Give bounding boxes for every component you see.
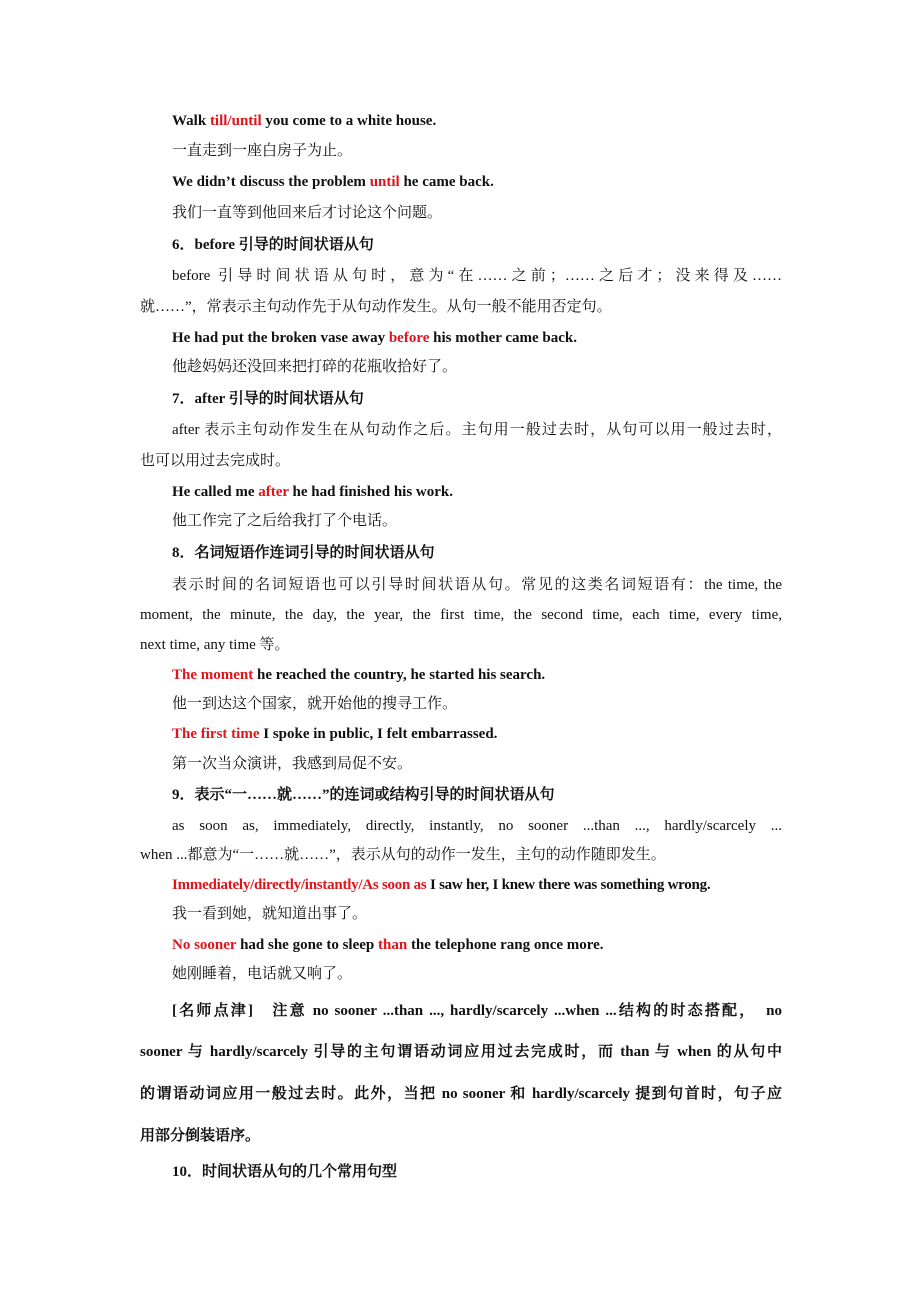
translation: 我一看到她，就知道出事了。 xyxy=(172,906,368,922)
highlight-keyword: than xyxy=(378,937,408,953)
example-sentence: Immediately/directly/instantly/As soon as I saw her, I knew there was something wrong. xyxy=(172,877,711,893)
translation: 我们一直等到他回来后才讨论这个问题。 xyxy=(172,205,443,221)
paragraph-line: moment, the minute, the day, the year, the first time, the second time, each time, every time, xyxy=(140,607,782,623)
highlight-keyword: till/until xyxy=(209,113,262,129)
translation: 一直走到一座白房子为止。 xyxy=(172,143,353,159)
section-heading-6: 6．before 引导的时间状语从句 xyxy=(172,237,374,253)
example-sentence: The moment he reached the country, he started his search. xyxy=(172,667,546,683)
paragraph-line: 也可以用过去完成时。 xyxy=(140,453,291,469)
highlight-keyword: No sooner xyxy=(172,937,237,953)
section-heading-7: 7．after 引导的时间状语从句 xyxy=(172,391,364,407)
example-sentence: He called me after he had finished his work. xyxy=(172,484,453,500)
example-sentence: Walk till/until you come to a white house. xyxy=(172,113,437,129)
paragraph-line: next time, any time 等。 xyxy=(140,637,290,653)
teacher-note: 用部分倒装语序。 xyxy=(140,1128,261,1144)
paragraph-line: after 表示主句动作发生在从句动作之后。主句用一般过去时，从句可以用一般过去时， xyxy=(172,422,782,438)
example-sentence: The first time I spoke in public, I felt embarrassed. xyxy=(172,726,498,742)
highlight-keyword: after xyxy=(258,484,289,500)
paragraph-line: before 引导时间状语从句时，意为“在……之前；……之后才；没来得及…… xyxy=(172,268,782,284)
paragraph-line: as soon as, immediately, directly, instantly, no sooner ...than ..., hardly/scarcely ... xyxy=(172,818,782,834)
paragraph-line: 表示时间的名词短语也可以引导时间状语从句。常见的这类名词短语有：the time, the xyxy=(172,577,782,593)
highlight-keyword: until xyxy=(369,174,400,190)
translation: 他一到达这个国家，就开始他的搜寻工作。 xyxy=(172,696,458,712)
translation: 他趁妈妈还没回来把打碎的花瓶收拾好了。 xyxy=(172,359,458,375)
translation: 他工作完了之后给我打了个电话。 xyxy=(172,513,398,529)
section-heading-9: 9．表示“一……就……”的连词或结构引导的时间状语从句 xyxy=(172,787,555,803)
example-sentence: No sooner had she gone to sleep than the telephone rang once more. xyxy=(172,937,604,953)
teacher-note: 的谓语动词应用一般过去时。此外，当把 no sooner 和 hardly/scarcely 提到句首时，句子应 xyxy=(140,1086,782,1102)
highlight-keyword: Immediately/directly/instantly/As soon as xyxy=(172,877,427,893)
section-heading-10: 10．时间状语从句的几个常用句型 xyxy=(172,1164,398,1180)
example-sentence: He had put the broken vase away before his mother came back. xyxy=(172,330,578,346)
paragraph-line: 就……”，常表示主句动作先于从句动作发生。从句一般不能用否定句。 xyxy=(140,299,612,315)
translation: 第一次当众演讲，我感到局促不安。 xyxy=(172,756,413,772)
paragraph-line: when ...都意为“一……就……”，表示从句的动作一发生，主句的动作随即发生。 xyxy=(140,847,666,863)
highlight-keyword: The moment xyxy=(172,667,254,683)
teacher-note: [名师点津] 注意 no sooner ...than ..., hardly/scarcely ...when ...结构的时态搭配， no xyxy=(172,1003,782,1019)
highlight-keyword: The first time xyxy=(172,726,260,742)
section-heading-8: 8．名词短语作连词引导的时间状语从句 xyxy=(172,545,435,561)
teacher-note: sooner 与 hardly/scarcely 引导的主句谓语动词应用过去完成时，而 than 与 when 的从句中 xyxy=(140,1044,782,1060)
highlight-keyword: before xyxy=(388,330,430,346)
translation: 她刚睡着，电话就又响了。 xyxy=(172,966,353,982)
example-sentence: We didn’t discuss the problem until he came back. xyxy=(172,174,494,190)
